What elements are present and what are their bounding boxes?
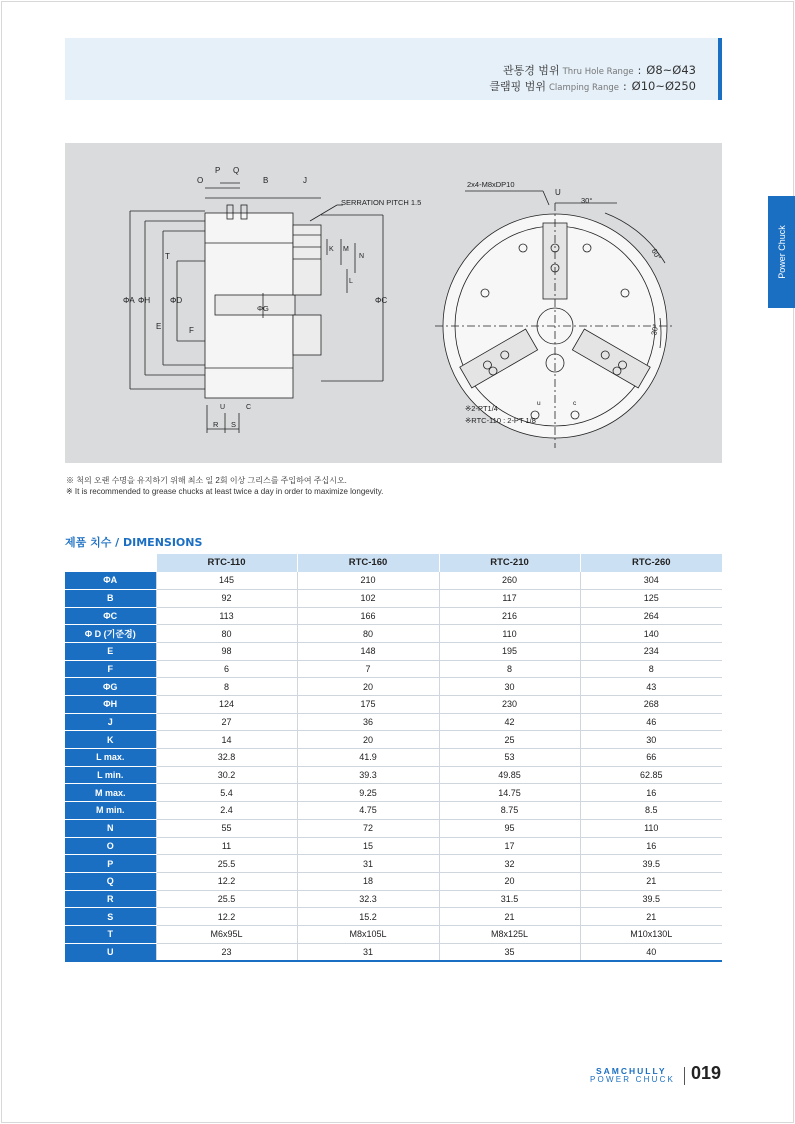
table-row	[65, 749, 722, 767]
label-l: L	[349, 278, 353, 285]
table-row	[65, 943, 722, 961]
brand-subtitle: POWER CHUCK	[590, 1075, 676, 1084]
row-label: ΦG	[65, 678, 156, 696]
table-cell: 43	[580, 678, 722, 696]
row-label: M min.	[65, 802, 156, 820]
label-angle-60: 60°	[649, 247, 664, 262]
table-cell: 21	[580, 908, 722, 926]
label-phi-d: ΦD	[170, 296, 183, 305]
table-cell: 55	[156, 819, 297, 837]
table-cell: 6	[156, 660, 297, 678]
thru-hole-value: Ø8~Ø43	[646, 63, 696, 77]
table-row	[65, 607, 722, 625]
table-cell: 40	[580, 943, 722, 961]
label-s: S	[231, 420, 237, 429]
table-cell: 195	[439, 642, 580, 660]
clamping-range	[489, 78, 696, 94]
table-cell: 14	[156, 731, 297, 749]
table-cell: 113	[156, 607, 297, 625]
colon: :	[637, 64, 642, 77]
table-cell: 21	[580, 872, 722, 890]
table-cell: 12.2	[156, 872, 297, 890]
table-cell: 110	[439, 625, 580, 643]
row-label: J	[65, 713, 156, 731]
row-label: ΦA	[65, 572, 156, 590]
table-cell: 31	[297, 855, 439, 873]
row-label: L min.	[65, 766, 156, 784]
clamping-label-ko: 클램핑 범위	[489, 80, 546, 93]
table-cell: 110	[580, 819, 722, 837]
label-bolt-spec: 2x4-M8xDP10	[467, 180, 515, 189]
row-label: L max.	[65, 749, 156, 767]
table-cell: 27	[156, 713, 297, 731]
label-r: R	[213, 420, 219, 429]
table-cell: 9.25	[297, 784, 439, 802]
table-cell: 145	[156, 572, 297, 590]
table-cell: M8x105L	[297, 925, 439, 943]
thru-hole-label-ko: 관통경 범위	[502, 64, 560, 77]
row-label: N	[65, 819, 156, 837]
table-row	[65, 731, 722, 749]
row-label: ΦH	[65, 696, 156, 714]
table-cell: 234	[580, 642, 722, 660]
table-cell: 16	[580, 837, 722, 855]
section-side-tab[interactable]	[768, 196, 795, 308]
label-phi-h: ΦH	[138, 296, 151, 305]
table-cell: M10x130L	[580, 925, 722, 943]
table-cell: 18	[297, 872, 439, 890]
table-row	[65, 855, 722, 873]
label-n: N	[359, 253, 365, 260]
table-cell: 39.5	[580, 890, 722, 908]
row-label: Q	[65, 872, 156, 890]
table-cell: 4.75	[297, 802, 439, 820]
row-label: P	[65, 855, 156, 873]
table-cell: 25.5	[156, 855, 297, 873]
grease-note-ko: ※ 척의 오랜 수명을 유지하기 위해 최소 일 2회 이상 그리스를 주입하여 주십시오.	[66, 476, 347, 485]
dimensions-table	[65, 554, 722, 962]
thru-hole-label-en: Thru Hole Range	[562, 67, 634, 77]
table-cell: 30	[439, 678, 580, 696]
table-cell: 17	[439, 837, 580, 855]
table-cell: 8	[580, 660, 722, 678]
table-cell: 32	[439, 855, 580, 873]
table-cell: 11	[156, 837, 297, 855]
label-f: F	[189, 326, 194, 335]
table-row	[65, 660, 722, 678]
table-cell: 175	[297, 696, 439, 714]
table-cell: 20	[439, 872, 580, 890]
footer-divider	[684, 1067, 685, 1085]
table-cell: 25	[439, 731, 580, 749]
table-row	[65, 784, 722, 802]
table-cell: 15	[297, 837, 439, 855]
table-cell: 8	[156, 678, 297, 696]
label-e: E	[156, 322, 162, 331]
label-u-front: U	[555, 188, 561, 197]
model-header: RTC-160	[297, 554, 439, 572]
table-cell: 166	[297, 607, 439, 625]
table-cell: 125	[580, 589, 722, 607]
table-cell: 5.4	[156, 784, 297, 802]
table-row	[65, 872, 722, 890]
label-angle-30-top: 30°	[581, 196, 593, 205]
row-label: K	[65, 731, 156, 749]
table-cell: 12.2	[156, 908, 297, 926]
table-cell: 66	[580, 749, 722, 767]
thru-hole-range	[503, 62, 696, 78]
row-label: R	[65, 890, 156, 908]
table-cell: 80	[297, 625, 439, 643]
table-row	[65, 696, 722, 714]
label-j: J	[303, 176, 307, 185]
dimensions-title: 제품 치수 / DIMENSIONS	[65, 536, 203, 549]
table-cell: 210	[297, 572, 439, 590]
table-cell: 30	[580, 731, 722, 749]
label-pt-note-2: ※RTC-110 : 2-PT 1/8	[465, 416, 536, 425]
row-label: B	[65, 589, 156, 607]
table-row	[65, 713, 722, 731]
row-label: U	[65, 943, 156, 961]
table-cell: 230	[439, 696, 580, 714]
table-cell: M6x95L	[156, 925, 297, 943]
model-header: RTC-260	[580, 554, 722, 572]
table-cell: 30.2	[156, 766, 297, 784]
row-label: M max.	[65, 784, 156, 802]
table-cell: 92	[156, 589, 297, 607]
table-cell: 39.5	[580, 855, 722, 873]
label-o: O	[197, 176, 204, 185]
table-cell: 21	[439, 908, 580, 926]
table-cell: M8x125L	[439, 925, 580, 943]
table-cell: 124	[156, 696, 297, 714]
table-row	[65, 642, 722, 660]
table-row	[65, 589, 722, 607]
table-cell: 268	[580, 696, 722, 714]
label-q: Q	[233, 166, 240, 175]
row-label: F	[65, 660, 156, 678]
row-label: E	[65, 642, 156, 660]
table-header-row	[65, 554, 722, 572]
label-c-side: C	[246, 404, 252, 411]
table-cell: 31	[297, 943, 439, 961]
table-cell: 42	[439, 713, 580, 731]
side-tab-label: Power Chuck	[776, 225, 787, 279]
table-cell: 8.5	[580, 802, 722, 820]
label-t: T	[165, 252, 170, 261]
table-cell: 46	[580, 713, 722, 731]
table-cell: 15.2	[297, 908, 439, 926]
table-cell: 32.3	[297, 890, 439, 908]
row-label: T	[65, 925, 156, 943]
row-label: ΦC	[65, 607, 156, 625]
table-cell: 20	[297, 678, 439, 696]
table-cell: 16	[580, 784, 722, 802]
table-cell: 25.5	[156, 890, 297, 908]
thru-hole-side	[215, 295, 295, 315]
table-row	[65, 802, 722, 820]
label-pt-note-1: ※2-PT1/4	[465, 404, 498, 413]
table-row	[65, 819, 722, 837]
table-cell: 20	[297, 731, 439, 749]
label-m: M	[343, 246, 349, 253]
table-cell: 31.5	[439, 890, 580, 908]
table-cell: 8.75	[439, 802, 580, 820]
jaw-side	[293, 225, 321, 295]
row-label: S	[65, 908, 156, 926]
table-cell: 216	[439, 607, 580, 625]
table-cell: 80	[156, 625, 297, 643]
table-cell: 260	[439, 572, 580, 590]
table-cell: 102	[297, 589, 439, 607]
label-u-small: u	[537, 400, 541, 407]
row-label: Φ D (기준경)	[65, 625, 156, 643]
table-cell: 264	[580, 607, 722, 625]
technical-drawing	[65, 143, 722, 463]
table-cell: 7	[297, 660, 439, 678]
label-p: P	[215, 166, 221, 175]
label-k: K	[329, 246, 334, 253]
table-cell: 98	[156, 642, 297, 660]
label-b: B	[263, 176, 269, 185]
table-cell: 23	[156, 943, 297, 961]
table-cell: 140	[580, 625, 722, 643]
table-cell: 53	[439, 749, 580, 767]
clamping-value: Ø10~Ø250	[631, 79, 696, 93]
table-cell: 41.9	[297, 749, 439, 767]
model-header: RTC-110	[156, 554, 297, 572]
table-cell: 304	[580, 572, 722, 590]
table-cell: 36	[297, 713, 439, 731]
table-row	[65, 766, 722, 784]
table-row	[65, 925, 722, 943]
table-row	[65, 890, 722, 908]
table-cell: 148	[297, 642, 439, 660]
header-corner	[65, 554, 156, 572]
footer-brand	[590, 1063, 725, 1087]
drawing-svg	[65, 143, 722, 463]
table-cell: 2.4	[156, 802, 297, 820]
table-cell: 95	[439, 819, 580, 837]
table-cell: 14.75	[439, 784, 580, 802]
label-serration: SERRATION PITCH 1.5	[341, 198, 422, 207]
table-cell: 8	[439, 660, 580, 678]
label-phi-c: ΦC	[375, 296, 388, 305]
table-row	[65, 908, 722, 926]
table-row	[65, 678, 722, 696]
clamping-label-en: Clamping Range	[548, 83, 619, 93]
label-u-side: U	[220, 404, 226, 411]
table-cell: 32.8	[156, 749, 297, 767]
row-label: O	[65, 837, 156, 855]
label-phi-a: ΦA	[123, 296, 135, 305]
table-cell: 72	[297, 819, 439, 837]
table-cell: 117	[439, 589, 580, 607]
table-cell: 35	[439, 943, 580, 961]
table-body	[65, 572, 722, 961]
table-row	[65, 837, 722, 855]
table-cell: 49.85	[439, 766, 580, 784]
label-phi-g: ΦG	[257, 304, 269, 313]
table-row	[65, 625, 722, 643]
label-angle-30-right: 30°	[649, 323, 661, 336]
model-header: RTC-210	[439, 554, 580, 572]
grease-note-en: ※ It is recommended to grease chucks at least twice a day in order to maximize longevity.	[66, 487, 384, 496]
table-row	[65, 572, 722, 590]
brand-name: SAMCHULLY	[596, 1066, 667, 1076]
colon: :	[622, 80, 627, 93]
label-c-small: c	[573, 400, 577, 407]
table-cell: 62.85	[580, 766, 722, 784]
range-info-box	[65, 38, 722, 100]
page-number: 019	[691, 1063, 722, 1083]
table-cell: 39.3	[297, 766, 439, 784]
